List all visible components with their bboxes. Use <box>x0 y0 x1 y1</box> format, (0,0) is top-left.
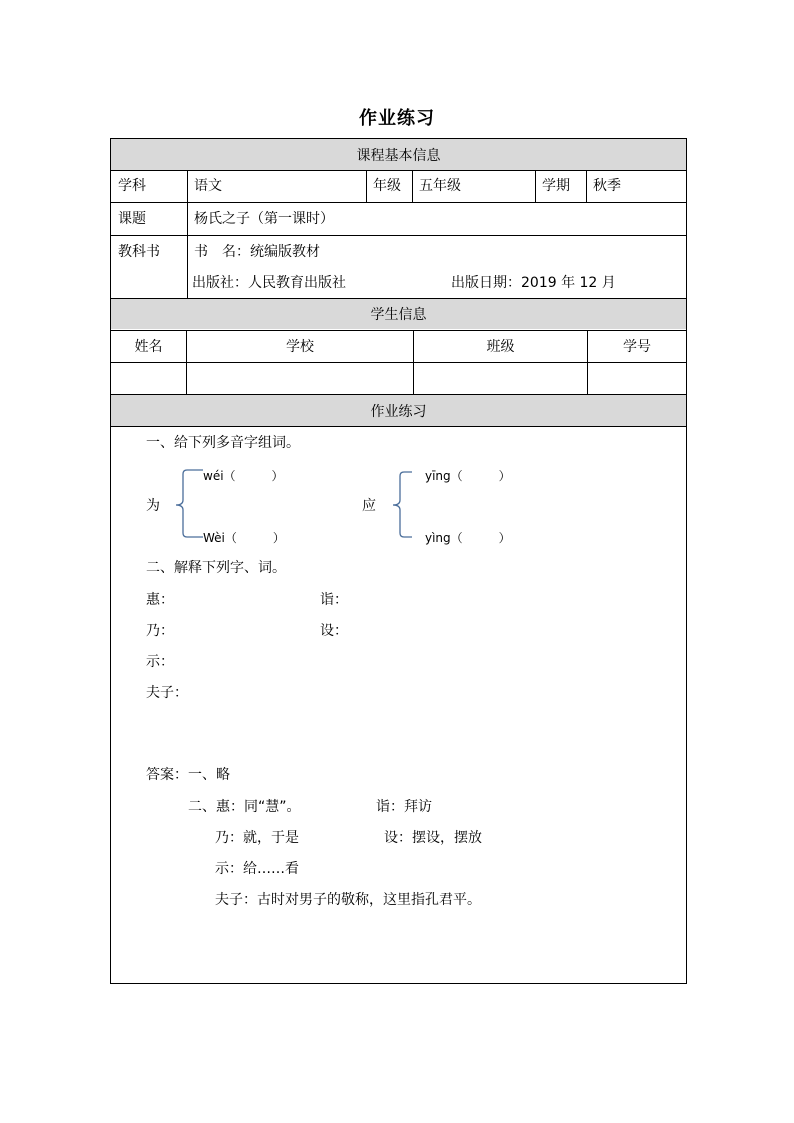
table-rule <box>586 170 587 202</box>
table-rule <box>110 170 687 171</box>
q2-item-yi: 诣： <box>320 592 348 608</box>
col-school: 学校 <box>286 339 314 355</box>
textbook-label: 教科书 <box>118 244 160 260</box>
q2-item-she: 设： <box>320 623 348 639</box>
char2-reading-top: yīng（ ） <box>425 469 511 483</box>
char1-reading-top: wéi（ ） <box>203 469 284 483</box>
homework-header: 作业练习 <box>111 395 686 426</box>
question-2-title: 二、解释下列字、词。 <box>146 560 286 576</box>
topic-label: 课题 <box>118 211 146 227</box>
table-rule <box>110 426 687 427</box>
table-rule <box>110 235 687 236</box>
term-value: 秋季 <box>593 178 621 194</box>
publisher: 出版社：人民教育出版社 <box>192 275 346 291</box>
table-rule <box>110 394 687 395</box>
term-label: 学期 <box>542 178 570 194</box>
grade-label: 年级 <box>373 178 401 194</box>
subject-label: 学科 <box>118 178 146 194</box>
polyphone-char-2: 应 <box>362 498 376 514</box>
publish-date: 出版日期：2019 年 12 月 <box>451 275 616 291</box>
q2-item-fuzi: 夫子： <box>146 685 188 701</box>
answer-line-1a: 二、惠：同“慧”。 <box>188 799 301 815</box>
book-name: 书 名：统编版教材 <box>194 244 320 260</box>
table-rule <box>110 362 687 363</box>
answer-line-3: 示：给……看 <box>215 861 299 877</box>
table-rule <box>366 170 367 202</box>
answer-line-4: 夫子：古时对男子的敬称，这里指孔君平。 <box>215 892 481 908</box>
topic-value: 杨氏之子（第一课时） <box>194 211 334 227</box>
polyphone-char-1: 为 <box>146 498 160 514</box>
table-rule <box>110 330 687 331</box>
col-id: 学号 <box>623 339 651 355</box>
table-rule <box>412 170 413 202</box>
answer-heading: 答案：一、略 <box>146 767 230 783</box>
table-rule <box>187 170 188 298</box>
subject-value: 语文 <box>194 178 222 194</box>
answer-line-1b: 诣：拜访 <box>376 799 432 815</box>
col-name: 姓名 <box>134 339 163 355</box>
student-info-header: 学生信息 <box>111 299 686 329</box>
q2-item-hui: 惠： <box>146 592 174 608</box>
table-rule <box>110 202 687 203</box>
page-title: 作业练习 <box>359 108 435 129</box>
answer-line-2a: 乃：就，于是 <box>215 830 299 846</box>
char1-reading-bottom: Wèi（ ） <box>203 531 285 545</box>
grade-value: 五年级 <box>419 178 461 194</box>
table-rule <box>535 170 536 202</box>
question-1-title: 一、给下列多音字组词。 <box>146 435 300 451</box>
q2-item-nai: 乃： <box>146 623 174 639</box>
col-class: 班级 <box>486 339 515 355</box>
q2-item-shi: 示： <box>146 654 174 670</box>
answer-line-2b: 设：摆设，摆放 <box>384 830 482 846</box>
course-info-header: 课程基本信息 <box>111 139 686 170</box>
table-rule <box>110 298 687 299</box>
char2-reading-bottom: yìng（ ） <box>425 531 511 545</box>
